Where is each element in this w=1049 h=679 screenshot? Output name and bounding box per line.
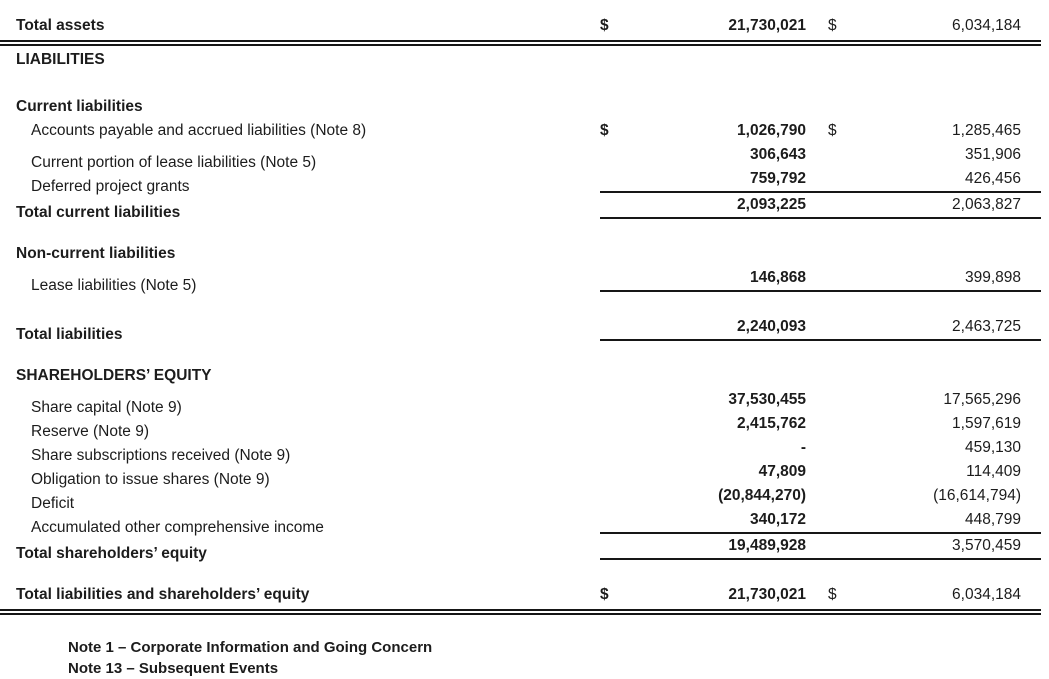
amount-prior-period: 2,063,827 — [952, 196, 1021, 213]
row-label: Obligation to issue shares (Note 9) — [31, 471, 270, 488]
row-label: Reserve (Note 9) — [31, 423, 150, 440]
row-label: SHAREHOLDERS’ EQUITY — [16, 367, 212, 384]
column-gap — [806, 14, 828, 38]
footnote: Note 1 – Corporate Information and Going Concern — [68, 639, 433, 656]
statement-row — [0, 315, 1041, 343]
blank-row — [0, 72, 1041, 95]
statement-row — [0, 364, 1041, 388]
row-amounts — [600, 436, 1041, 460]
row-label: Total assets — [16, 17, 105, 34]
statement-row — [0, 95, 1041, 119]
row-label: Total current liabilities — [16, 204, 181, 221]
row-amounts — [600, 143, 1041, 167]
column-gap — [806, 508, 828, 532]
statement-row — [0, 119, 1041, 143]
column-gap — [806, 460, 828, 484]
amount-current-period: (20,844,270) — [718, 487, 806, 504]
currency-symbol-prior — [828, 388, 854, 412]
statement-row — [0, 242, 1041, 266]
statement-rows — [0, 14, 1041, 615]
amount-current-period: 21,730,021 — [728, 586, 806, 603]
row-amounts — [600, 315, 1041, 339]
amount-prior-period: 6,034,184 — [952, 586, 1021, 603]
currency-symbol-current — [600, 412, 626, 436]
currency-symbol-prior: $ — [828, 122, 837, 139]
currency-symbol-current: $ — [600, 17, 609, 34]
amount-prior-period: 17,565,296 — [943, 391, 1021, 408]
currency-symbol-current — [600, 534, 626, 558]
amount-current-period: 47,809 — [758, 463, 806, 480]
column-gap — [806, 583, 828, 607]
currency-symbol-current — [600, 388, 626, 412]
currency-symbol-prior — [828, 508, 854, 532]
amount-current-period: 2,093,225 — [737, 196, 806, 213]
amount-prior-period: 3,570,459 — [952, 537, 1021, 554]
row-label: Non-current liabilities — [16, 245, 176, 262]
currency-symbol-prior — [828, 266, 854, 290]
amount-current-period: 2,240,093 — [737, 318, 806, 335]
amount-current-period: 37,530,455 — [728, 391, 806, 408]
amount-prior-period: 114,409 — [966, 463, 1021, 480]
currency-symbol-current: $ — [600, 122, 609, 139]
row-label: Deficit — [31, 495, 75, 512]
row-label: Total liabilities — [16, 326, 123, 343]
statement-row — [0, 48, 1041, 72]
currency-symbol-prior — [828, 167, 854, 191]
currency-symbol-prior — [828, 534, 854, 558]
row-label: Accumulated other comprehensive income — [31, 519, 324, 536]
amount-current-period: 2,415,762 — [737, 415, 806, 432]
amount-current-period: 1,026,790 — [737, 122, 806, 139]
row-amounts — [600, 484, 1041, 508]
currency-symbol-prior — [828, 436, 854, 460]
row-label: Lease liabilities (Note 5) — [31, 277, 197, 294]
currency-symbol-current — [600, 167, 626, 191]
currency-symbol-current — [600, 460, 626, 484]
currency-symbol-prior — [828, 143, 854, 167]
column-gap — [806, 167, 828, 191]
amount-prior-period: 6,034,184 — [952, 17, 1021, 34]
amount-prior-period: 399,898 — [964, 269, 1021, 286]
amount-prior-period: 426,456 — [964, 170, 1021, 187]
row-amounts — [600, 412, 1041, 436]
total-rule-double — [0, 40, 1041, 46]
currency-symbol-current — [600, 266, 626, 290]
column-gap — [806, 266, 828, 290]
row-amounts — [600, 460, 1041, 484]
column-gap — [806, 484, 828, 508]
currency-symbol-current — [600, 436, 626, 460]
column-gap — [806, 193, 828, 217]
currency-symbol-current: $ — [600, 586, 609, 603]
currency-symbol-current — [600, 143, 626, 167]
statement-row — [0, 14, 1041, 38]
column-gap — [806, 119, 828, 143]
statement-row — [0, 143, 1041, 171]
row-amounts — [600, 193, 1041, 217]
amount-current-period: 19,489,928 — [728, 537, 806, 554]
amount-prior-period: (16,614,794) — [933, 487, 1021, 504]
row-label: Deferred project grants — [31, 178, 190, 195]
amount-current-period: 146,868 — [749, 269, 806, 286]
row-label: Current portion of lease liabilities (Note 5) — [31, 154, 317, 171]
currency-symbol-prior: $ — [828, 17, 837, 34]
amount-prior-period: 1,285,465 — [952, 122, 1021, 139]
row-label: Share capital (Note 9) — [31, 399, 182, 416]
currency-symbol-prior — [828, 193, 854, 217]
amount-prior-period: 351,906 — [964, 146, 1021, 163]
row-label: LIABILITIES — [16, 51, 105, 68]
row-amounts — [600, 167, 1041, 191]
row-label: Total shareholders’ equity — [16, 545, 207, 562]
row-label: Current liabilities — [16, 98, 143, 115]
footnotes — [0, 637, 1041, 679]
currency-symbol-prior — [828, 460, 854, 484]
currency-symbol-current — [600, 315, 626, 339]
currency-symbol-prior: $ — [828, 586, 837, 603]
amount-prior-period: 448,799 — [964, 511, 1021, 528]
amount-current-period: 306,643 — [749, 146, 806, 163]
row-amounts — [600, 583, 1041, 607]
row-label: Accounts payable and accrued liabilities (Note 8) — [31, 122, 367, 139]
amount-prior-period: 2,463,725 — [952, 318, 1021, 335]
row-label: Share subscriptions received (Note 9) — [31, 447, 291, 464]
amount-prior-period: 459,130 — [964, 439, 1021, 456]
column-gap — [806, 388, 828, 412]
statement-row — [0, 388, 1041, 416]
column-gap — [806, 436, 828, 460]
currency-symbol-current — [600, 193, 626, 217]
statement-row — [0, 266, 1041, 294]
amount-prior-period: 1,597,619 — [952, 415, 1021, 432]
row-amounts — [600, 508, 1041, 532]
column-gap — [806, 412, 828, 436]
row-amounts — [600, 388, 1041, 412]
row-amounts — [600, 534, 1041, 558]
column-gap — [806, 534, 828, 558]
currency-symbol-prior — [828, 484, 854, 508]
column-gap — [806, 315, 828, 339]
total-rule-double — [0, 609, 1041, 615]
currency-symbol-current — [600, 484, 626, 508]
amount-current-period: 759,792 — [749, 170, 806, 187]
amount-current-period: - — [800, 439, 806, 456]
currency-symbol-prior — [828, 315, 854, 339]
row-label: Total liabilities and shareholders’ equity — [16, 586, 310, 603]
amount-current-period: 21,730,021 — [728, 17, 806, 34]
currency-symbol-prior — [828, 412, 854, 436]
row-amounts — [600, 266, 1041, 290]
column-gap — [806, 143, 828, 167]
amount-current-period: 340,172 — [749, 511, 806, 528]
currency-symbol-current — [600, 508, 626, 532]
row-amounts — [600, 14, 1041, 38]
statement-row — [0, 583, 1041, 607]
row-amounts — [600, 119, 1041, 143]
footnote: Note 13 – Subsequent Events — [68, 660, 279, 677]
